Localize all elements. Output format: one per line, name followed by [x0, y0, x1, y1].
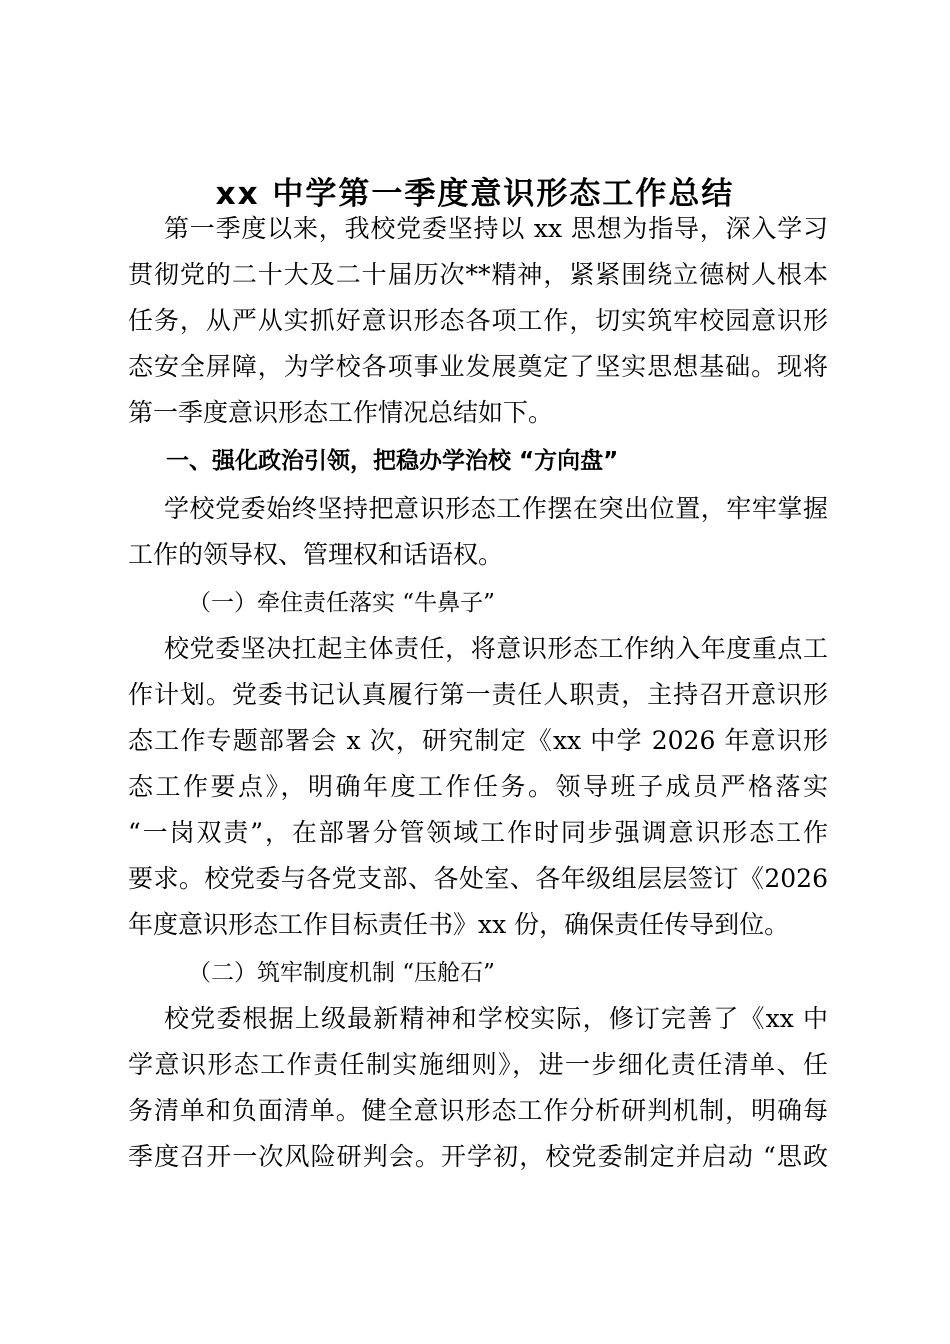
- paragraph-line: 季度召开一次风险研判会。开学初，校党委制定并启动 “思政: [128, 1142, 828, 1171]
- document-title: xx 中学第一季度意识形态工作总结: [215, 176, 735, 212]
- paragraph-line: 校党委坚决扛起主体责任，将意识形态工作纳入年度重点工: [164, 634, 828, 663]
- subsection-heading: （一）牵住责任落实 “牛鼻子”: [188, 590, 495, 616]
- paragraph-line: 年度意识形态工作目标责任书》xx 份，确保责任传导到位。: [128, 910, 790, 939]
- paragraph-line: 态工作专题部署会 x 次，研究制定《xx 中学 2026 年意识形: [128, 726, 828, 755]
- paragraph-line: 态安全屏障，为学校各项事业发展奠定了坚实思想基础。现将: [128, 352, 828, 381]
- section-heading: 一、强化政治引领，把稳办学治校 “方向盘”: [166, 448, 619, 474]
- paragraph-line: “一岗双责”，在部署分管领域工作时同步强调意识形态工作: [128, 818, 828, 847]
- paragraph-line: 学意识形态工作责任制实施细则》，进一步细化责任清单、任: [128, 1050, 828, 1079]
- paragraph-line: 要求。校党委与各党支部、各处室、各年级组层层签订《2026: [128, 864, 828, 893]
- paragraph-line: 第一季度以来，我校党委坚持以 xx 思想为指导，深入学习: [164, 214, 828, 243]
- paragraph-line: 态工作要点》，明确年度工作任务。领导班子成员严格落实: [128, 772, 828, 801]
- paragraph-line: 校党委根据上级最新精神和学校实际，修订完善了《xx 中: [164, 1004, 828, 1033]
- subsection-heading: （二）筑牢制度机制 “压舱石”: [188, 960, 495, 986]
- paragraph-line: 工作的领导权、管理权和话语权。: [128, 540, 504, 569]
- paragraph-line: 学校党委始终坚持把意识形态工作摆在突出位置，牢牢掌握: [164, 494, 828, 523]
- paragraph-line: 贯彻党的二十大及二十届历次**精神，紧紧围绕立德树人根本: [128, 260, 828, 289]
- paragraph-line: 任务，从严从实抓好意识形态各项工作，切实筑牢校园意识形: [128, 306, 828, 335]
- paragraph-line: 务清单和负面清单。健全意识形态工作分析研判机制，明确每: [128, 1096, 828, 1125]
- paragraph-line: 第一季度意识形态工作情况总结如下。: [128, 398, 554, 427]
- paragraph-line: 作计划。党委书记认真履行第一责任人职责，主持召开意识形: [128, 680, 828, 709]
